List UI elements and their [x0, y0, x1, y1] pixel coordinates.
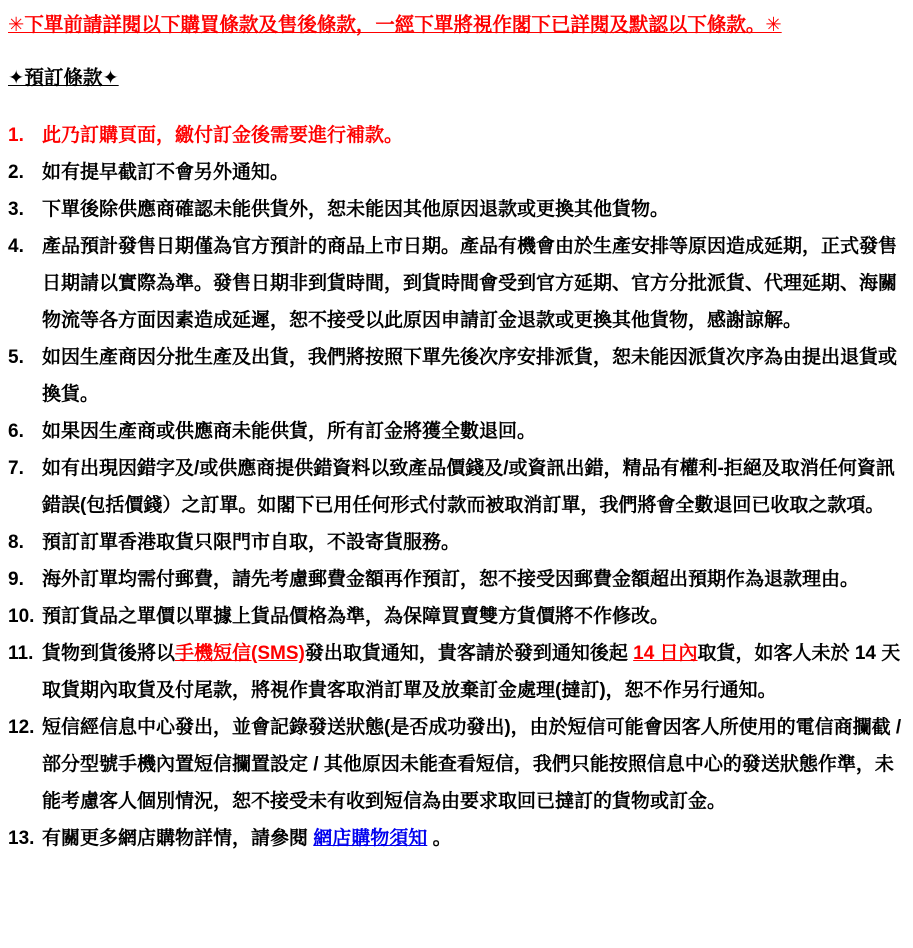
term-text-segment: 如有出現因錯字及/或供應商提供錯資料以致產品價錢及/或資訊出錯，精品有權利-拒絕及取消任何資訊錯誤(包括價錢）之訂單。如閣下已用任何形式付款而被取消訂單，我們將會全數退回已收取之款項。 — [42, 458, 895, 517]
term-number: 9. — [8, 569, 24, 591]
term-number: 1. — [8, 124, 24, 146]
sms-highlight: 手機短信(SMS) — [175, 643, 305, 665]
term-number: 7. — [8, 458, 24, 480]
term-item — [8, 709, 903, 820]
term-number: 11. — [8, 643, 34, 665]
term-text — [42, 154, 903, 191]
term-number: 4. — [8, 235, 24, 257]
term-text-segment: 下單後除供應商確認未能供貨外，恕未能因其他原因退款或更換其他貨物。 — [42, 198, 670, 220]
term-text-segment: 預訂訂單香港取貨只限門市自取，不設寄貨服務。 — [42, 532, 461, 554]
term-number: 6. — [8, 420, 24, 442]
term-text-segment: 短信經信息中心發出，並會記錄發送狀態(是否成功發出)，由於短信可能會因客人所使用的電信商攔截 / 部分型號手機內置短信攔置設定 / 其他原因未能查看短信，我們只能按照信息中心的發送狀態作準，未能考慮客人個別情況，恕不接受未有收到短信為由要求取回已撻訂的貨物或訂金。 — [42, 717, 902, 813]
term-text — [42, 709, 903, 820]
term-text-segment: 產品預計發售日期僅為官方預計的商品上市日期。產品有機會由於生產安排等原因造成延期，正式發售日期請以實際為準。發售日期非到貨時間，到貨時間會受到官方延期、官方分批派貨、代理延期、海關物流等各方面因素造成延遲，恕不接受以此原因申請訂金退款或更換其他貨物，感謝諒解。 — [42, 235, 898, 331]
section-heading-preorder-terms: ✦預訂條款✦ — [8, 67, 119, 90]
term-number: 3. — [8, 198, 24, 220]
term-text — [42, 598, 903, 635]
term-item — [8, 635, 903, 709]
term-item — [8, 228, 903, 339]
term-text — [42, 191, 903, 228]
term-item — [8, 413, 903, 450]
term-text-segment: 如有提早截訂不會另外通知。 — [42, 161, 290, 183]
term-text — [42, 228, 903, 339]
term-text-segment: 貨物到貨後將以 — [42, 643, 176, 665]
term-item — [8, 820, 903, 857]
term-text — [42, 339, 903, 413]
term-text — [42, 820, 903, 857]
term-text-segment: 預訂貨品之單價以單據上貨品價格為準，為保障買賣雙方貨價將不作修改。 — [42, 606, 670, 628]
term-number: 13. — [8, 828, 35, 850]
term-text-segment: 如果因生產商或供應商未能供貨，所有訂金將獲全數退回。 — [42, 420, 537, 442]
term-number: 8. — [8, 532, 24, 554]
term-item — [8, 154, 903, 191]
term-item — [8, 598, 903, 635]
term-text-segment: 有關更多網店購物詳情，請參閱 — [42, 828, 314, 850]
terms-list — [8, 117, 903, 858]
term-text — [42, 117, 903, 154]
term-number: 12. — [8, 717, 35, 739]
term-text — [42, 450, 903, 524]
term-text — [42, 413, 903, 450]
term-item — [8, 117, 903, 154]
term-text-segment: 。 — [427, 828, 452, 850]
term-item — [8, 191, 903, 228]
page-title: ✳下單前請詳閱以下購買條款及售後條款，一經下單將視作閣下已詳閱及默認以下條款。✳ — [8, 14, 782, 36]
term-item — [8, 561, 903, 598]
term-text-segment: 此乃訂購頁面，繳付訂金後需要進行補款。 — [42, 124, 404, 146]
term-text-segment: 取貨，如客人未於 14 天取貨期內取貨及付尾款，將視作貴客取消訂單及放棄訂金處理(撻訂)，恕不作另行通知。 — [42, 643, 901, 702]
term-text-segment: 發出取貨通知，貴客請於發到通知後起 — [304, 643, 634, 665]
term-number: 2. — [8, 161, 24, 183]
term-item — [8, 450, 903, 524]
store-shopping-guide-link[interactable]: 網店購物須知 — [313, 828, 428, 850]
term-text — [42, 635, 903, 709]
term-text — [42, 561, 903, 598]
term-text — [42, 524, 903, 561]
deadline-highlight: 14 日內 — [633, 643, 698, 665]
term-text-segment: 海外訂單均需付郵費，請先考慮郵費金額再作預訂，恕不接受因郵費金額超出預期作為退款理由。 — [42, 569, 860, 591]
term-item — [8, 524, 903, 561]
term-number: 10. — [8, 606, 35, 628]
term-number: 5. — [8, 346, 24, 368]
term-item — [8, 339, 903, 413]
term-text-segment: 如因生產商因分批生產及出貨，我們將按照下單先後次序安排派貨，恕未能因派貨次序為由提出退貨或換貨。 — [42, 346, 898, 405]
